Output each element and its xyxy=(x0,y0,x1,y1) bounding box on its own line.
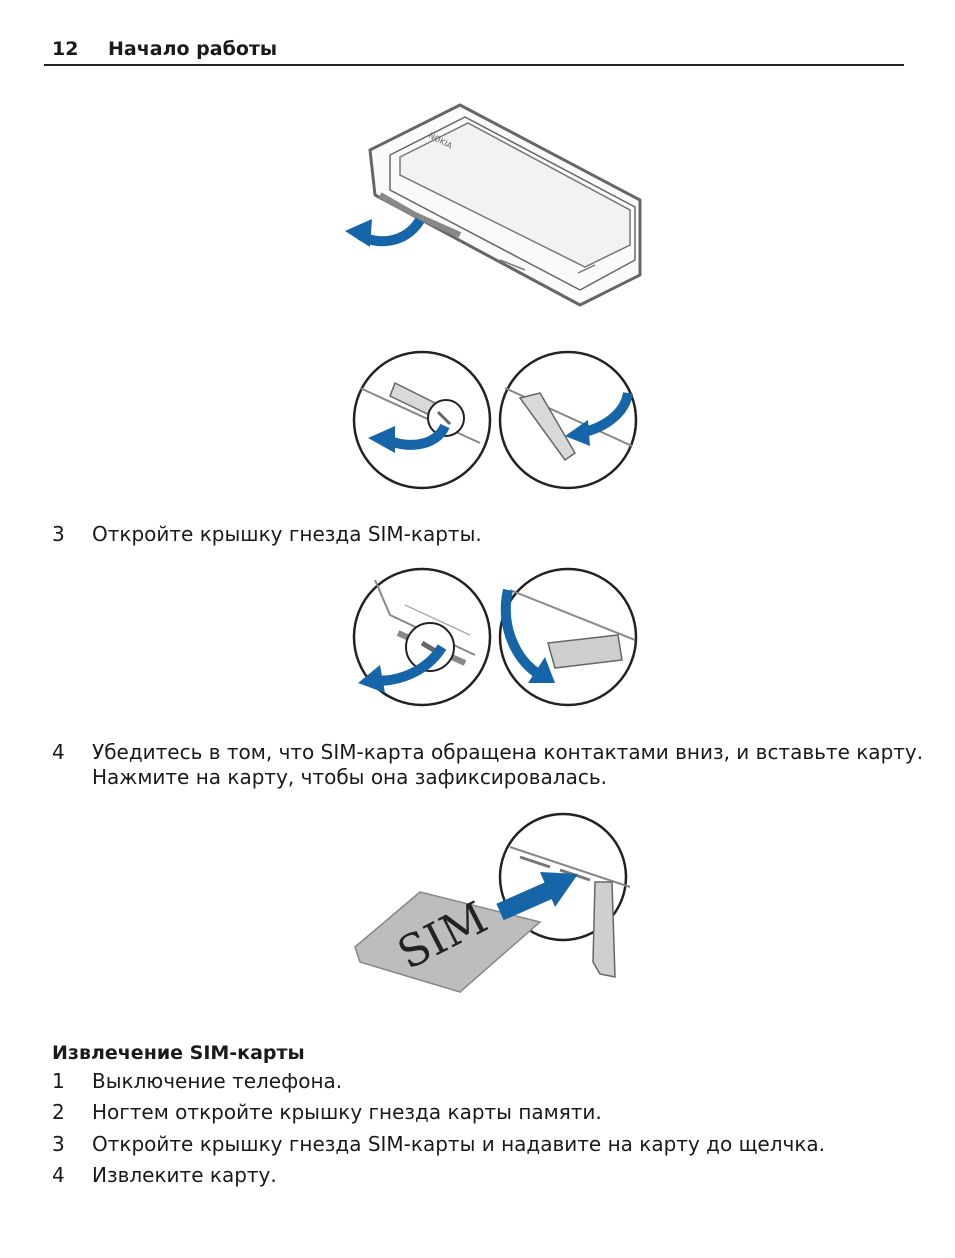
removal-section-title: Извлечение SIM-карты xyxy=(52,1042,305,1064)
item-number: 1 xyxy=(52,1069,65,1093)
removal-item-2 xyxy=(52,1100,912,1125)
step-text-line-2: Нажмите на карту, чтобы она зафиксировалась. xyxy=(92,765,607,789)
sim-card-label: SIM xyxy=(389,892,496,980)
insert-sim-illustration xyxy=(350,812,640,1002)
item-text: Извлеките карту. xyxy=(92,1163,277,1187)
step-text-line-1: Убедитесь в том, что SIM-карта обращена контактами вниз, и вставьте карту. xyxy=(92,740,924,764)
item-text: Откройте крышку гнезда SIM-карты и надавите на карту до щелчка. xyxy=(92,1132,826,1156)
removal-item-3 xyxy=(52,1132,912,1157)
item-number: 3 xyxy=(52,1132,65,1156)
item-number: 2 xyxy=(52,1100,65,1124)
step-3 xyxy=(52,522,912,547)
page-number: 12 xyxy=(52,38,79,60)
step-number: 4 xyxy=(52,740,65,764)
step-text: Откройте крышку гнезда SIM-карты. xyxy=(92,522,482,546)
chapter-title: Начало работы xyxy=(108,38,278,60)
removal-item-1 xyxy=(52,1069,912,1094)
removal-item-4 xyxy=(52,1163,912,1188)
item-text: Выключение телефона. xyxy=(92,1069,343,1093)
item-number: 4 xyxy=(52,1163,65,1187)
open-sim-slot-illustration xyxy=(350,565,640,710)
page-header xyxy=(44,38,904,66)
phone-open-cover-illustration xyxy=(340,95,650,315)
step-number: 3 xyxy=(52,522,65,546)
step-4 xyxy=(52,740,924,790)
open-cover-detail-illustration xyxy=(350,348,640,493)
phone-logo: NOKIA xyxy=(427,130,454,151)
item-text: Ногтем откройте крышку гнезда карты памяти. xyxy=(92,1100,602,1124)
